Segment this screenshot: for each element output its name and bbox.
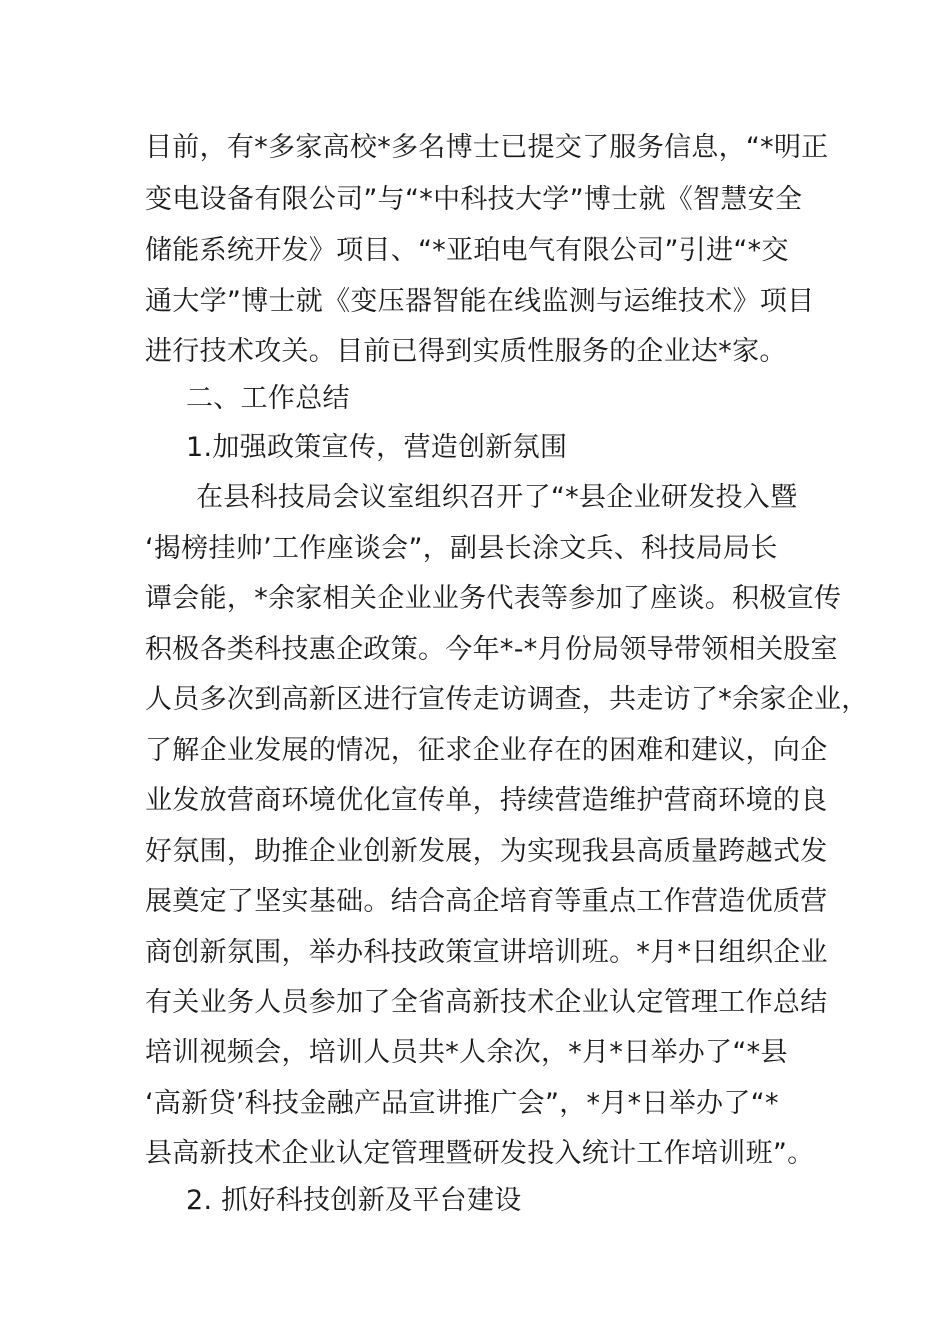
paragraph-line: 进行技术攻关。目前已得到实质性服务的企业达*家。 — [145, 336, 787, 367]
paragraph-line: 商创新氛围，举办科技政策宣讲培训班。*月*日组织企业 — [145, 937, 828, 968]
paragraph-line: 好氛围，助推企业创新发展，为实现我县高质量跨越式发 — [145, 836, 828, 867]
section-heading: 二、工作总结 — [186, 383, 350, 414]
paragraph-line: 业发放营商环境优化宣传单，持续营造维护营商环境的良 — [145, 785, 828, 816]
paragraph-line: 人员多次到高新区进行宣传走访调查，共走访了*余家企业， — [145, 684, 869, 715]
paragraph-line: 谭会能，*余家相关企业业务代表等参加了座谈。积极宣传 — [145, 583, 842, 614]
paragraph-line: 通大学”博士就《变压器智能在线监测与运维技术》项目 — [145, 286, 815, 317]
paragraph-line: 目前，有*多家高校*多名博士已提交了服务信息，“*明正 — [145, 132, 829, 163]
paragraph-line: 培训视频会，培训人员共*人余次，*月*日举办了“*县 — [145, 1037, 788, 1068]
paragraph-line: 积极各类科技惠企政策。今年*-*月份局领导带领相关股室 — [145, 634, 838, 665]
paragraph-line: 储能系统开发》项目、“*亚珀电气有限公司”引进“*交 — [145, 235, 789, 266]
subsection-heading: 1.加强政策宣传，营造创新氛围 — [186, 432, 568, 463]
paragraph-line: 变电设备有限公司”与“*中科技大学”博士就《智慧安全 — [145, 184, 803, 215]
paragraph-line: ‘高新贷’科技金融产品宣讲推广会”，*月*日举办了“* — [145, 1088, 779, 1119]
subsection-heading: 2. 抓好科技创新及平台建设 — [186, 1185, 522, 1216]
paragraph-line: 展奠定了坚实基础。结合高企培育等重点工作营造优质营 — [145, 886, 828, 917]
paragraph-line: 了解企业发展的情况，征求企业存在的困难和建议，向企 — [145, 735, 828, 766]
paragraph-line: 有关业务人员参加了全省高新技术企业认定管理工作总结 — [145, 987, 828, 1018]
paragraph-line: 县高新技术企业认定管理暨研发投入统计工作培训班”。 — [145, 1138, 815, 1169]
paragraph-line: ‘揭榜挂帅’工作座谈会”，副县长涂文兵、科技局局长 — [145, 533, 778, 564]
paragraph-line: 在县科技局会议室组织召开了“*县企业研发投入暨 — [196, 482, 798, 513]
